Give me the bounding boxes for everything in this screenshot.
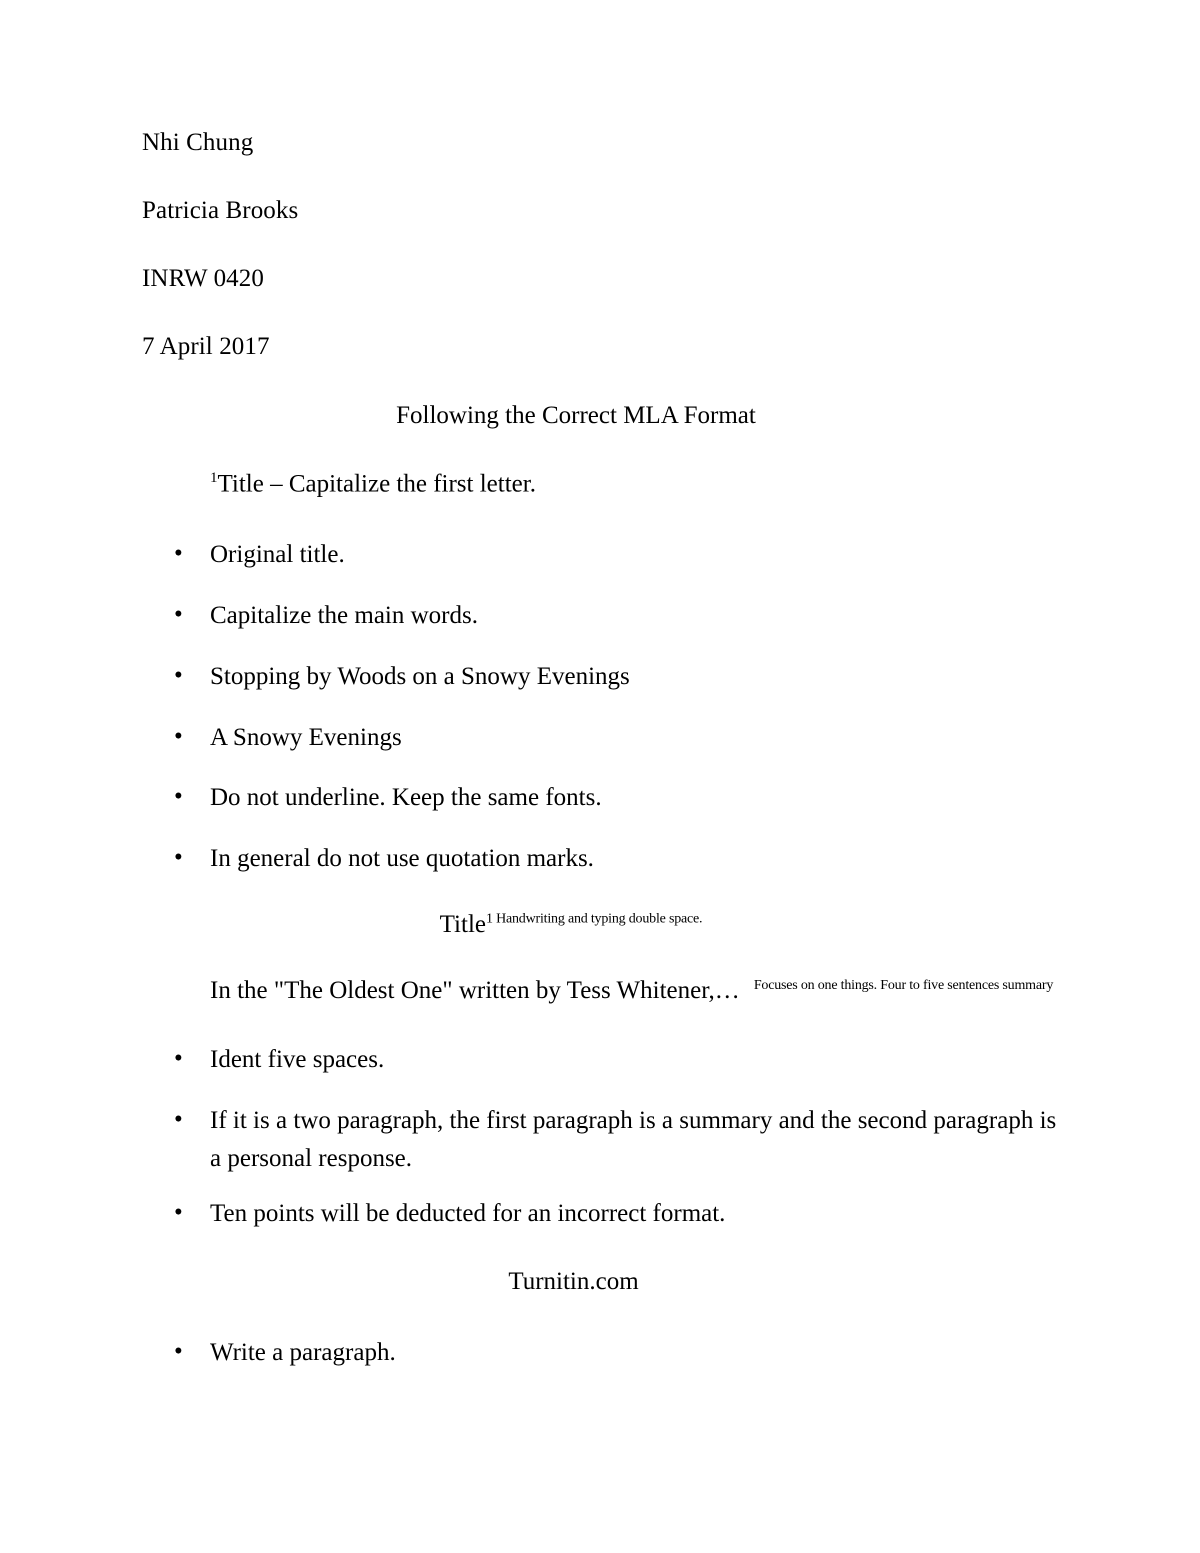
section-one-bullet-list [142, 536, 1060, 879]
example-sentence-text: In the "The Oldest One" written by Tess Whitener,… [210, 976, 740, 1004]
section-one-heading [142, 470, 1060, 498]
section-one-heading-text: Title – Capitalize the first letter. [217, 470, 536, 498]
list-item: • Stopping by Woods on a Snowy Evenings [142, 658, 1060, 697]
list-item: • If it is a two paragraph, the first paragraph is a summary and the second paragraph is a personal response. [142, 1102, 1060, 1180]
title-note [142, 911, 1060, 939]
assignment-date: 7 April 2017 [142, 333, 270, 360]
title-note-annotation: 1 Handwriting and typing double space. [485, 911, 703, 927]
footnote-marker: 1 [210, 470, 218, 486]
list-item: • Original title. [142, 536, 1060, 575]
list-item: • Do not underline. Keep the same fonts. [142, 779, 1060, 818]
title-note-label: Title [439, 910, 486, 938]
student-name: Nhi Chung [142, 129, 254, 156]
list-item: • Write a paragraph. [142, 1334, 1060, 1373]
list-item: • Ident five spaces. [142, 1041, 1060, 1080]
list-item: • Capitalize the main words. [142, 597, 1060, 636]
list-item: • Ten points will be deducted for an incorrect format. [142, 1195, 1060, 1234]
course-code: INRW 0420 [142, 265, 264, 292]
section-two-bullet-list [142, 1041, 1060, 1234]
list-item: • A Snowy Evenings [142, 719, 1060, 758]
instructor-name: Patricia Brooks [142, 197, 299, 224]
turnitin-reference: Turnitin.com [508, 1267, 639, 1295]
example-sentence [142, 977, 1060, 1005]
section-three-bullet-list [142, 1334, 1060, 1373]
example-sentence-annotation: Focuses on one things. Four to five sentences summary [753, 977, 1054, 993]
list-item: • In general do not use quotation marks. [142, 840, 1060, 879]
page-title: Following the Correct MLA Format [396, 402, 756, 429]
